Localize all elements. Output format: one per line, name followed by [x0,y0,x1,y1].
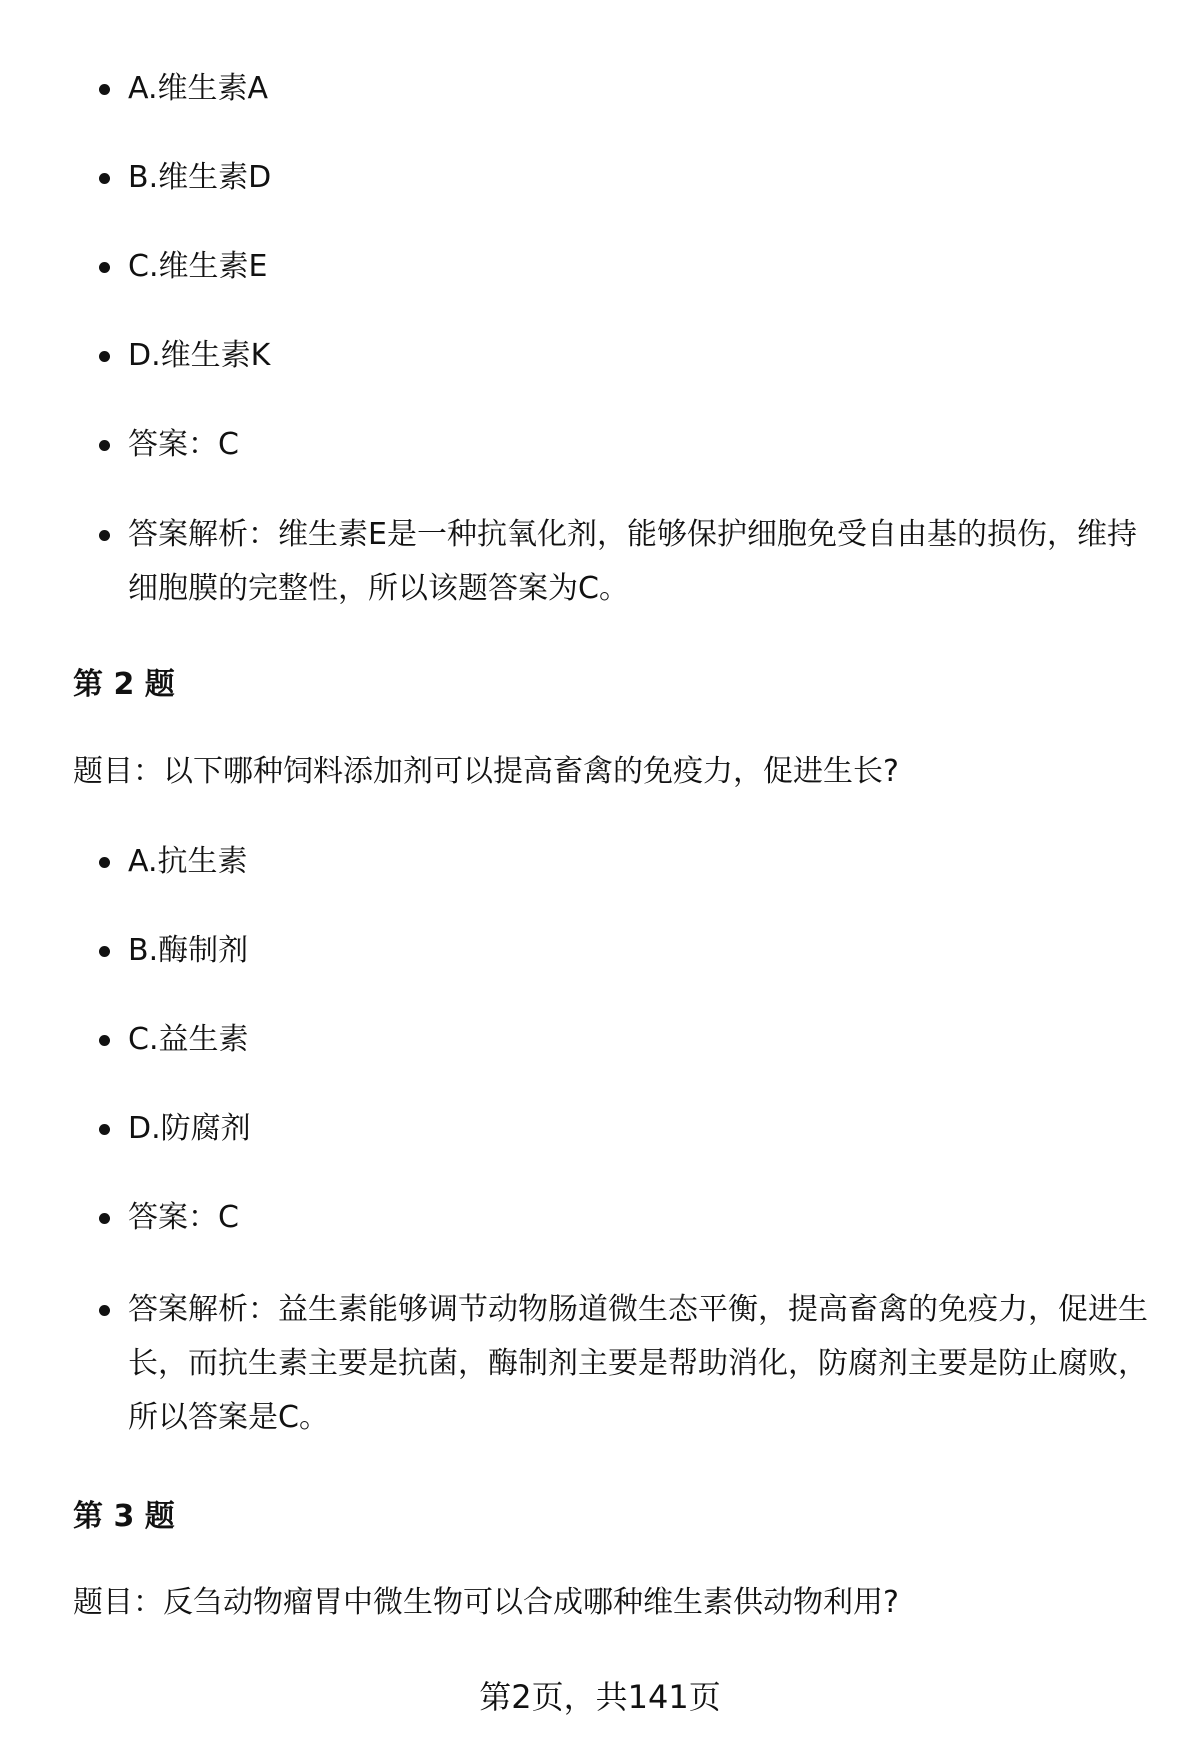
q2-explanation: 答案解析：益生素能够调节动物肠道微生态平衡，提高畜禽的免疫力，促进生长，而抗生素主要是抗菌，酶制剂主要是帮助消化，防腐剂主要是防止腐败，所以答案是C。 [128,1283,1163,1445]
page-number-footer: 第2页，共141页 [479,1678,721,1716]
q2-option-a: A.抗生素 [128,835,1163,889]
q2-question-text: 题目：以下哪种饲料添加剂可以提高畜禽的免疫力，促进生长? [73,754,899,789]
q1-explanation: 答案解析：维生素E是一种抗氧化剂，能够保护细胞免受自由基的损伤，维持细胞膜的完整性，所以该题答案为C。 [128,508,1163,616]
q1-option-a: A.维生素A [128,62,1163,116]
q2-heading: 第 2 题 [73,667,175,702]
q1-answer: 答案：C [128,418,1163,472]
q3-question-text: 题目：反刍动物瘤胃中微生物可以合成哪种维生素供动物利用? [73,1585,899,1620]
q2-option-c: C.益生素 [128,1013,1163,1067]
q2-option-b: B.酶制剂 [128,924,1163,978]
q1-option-b: B.维生素D [128,151,1163,205]
q2-answer: 答案：C [128,1191,1163,1245]
q1-option-d: D.维生素K [128,329,1163,383]
q2-option-d: D.防腐剂 [128,1102,1163,1156]
q3-heading: 第 3 题 [73,1499,175,1534]
q1-option-c: C.维生素E [128,240,1163,294]
